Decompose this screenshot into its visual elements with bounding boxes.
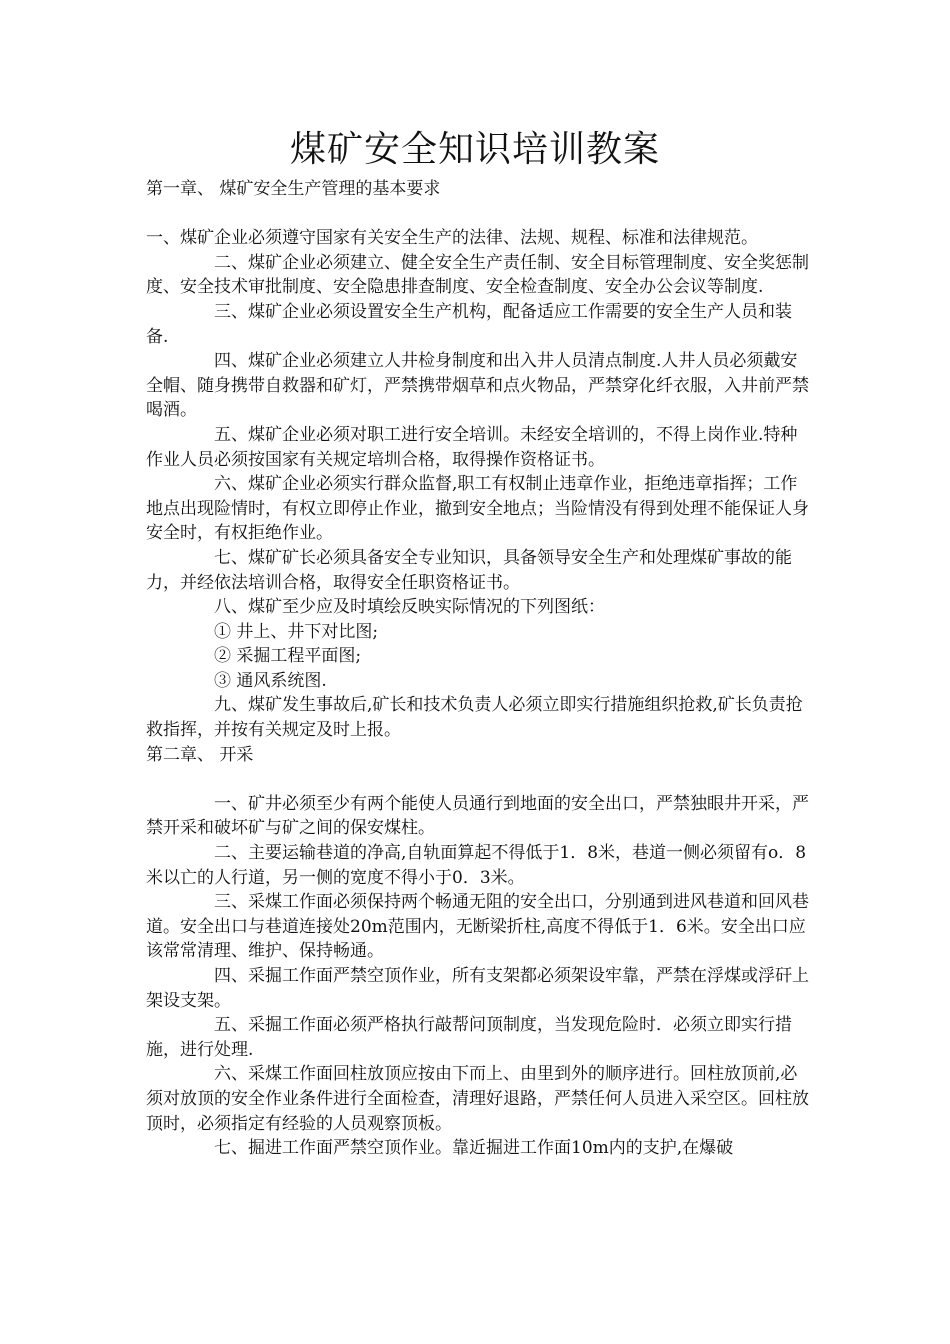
chapter-heading: 第一章、 煤矿安全生产管理的基本要求	[146, 179, 441, 199]
chapter1-item-2: 二、煤矿企业必须建立、健全安全生产责任制、安全目标管理制度、安全奖惩制度、安全技术审批制度、安全隐患排查制度、安全检查制度、安全办公会议等制度.	[146, 252, 809, 298]
chapter1-item-7: 七、煤矿矿长必须具备安全专业知识，具备领导安全生产和处理煤矿事故的能力，并经依法培训合格，取得安全任职资格证书。	[146, 547, 792, 593]
chapter1-item-8: 八、煤矿至少应及时填绘反映实际情况的下列图纸：	[214, 597, 605, 618]
chapter2-item-2: 二、主要运输巷道的净高,自轨面算起不得低于1．8米，巷道一侧必须留有o．8米以亡的人行道，另一侧的宽度不得小于0．3米。	[146, 843, 807, 888]
drawing-list-item-2: ② 采掘工程平面图;	[214, 646, 362, 667]
blank-line	[146, 202, 810, 227]
chapter1-item-5: 五、煤矿企业必须对职工进行安全培训。未经安全培训的，不得上岗作业.特种作业人员必须按国家有关规定培圳合格，取得操作资格证书。	[146, 424, 798, 470]
chapter-heading: 第二章、 开采	[146, 744, 254, 765]
chapter2-item-1: 一、矿井必须至少有两个能使人员通行到地面的安全出口，严禁独眼井开采，严禁开采和破坏矿与矿之间的保安煤柱。	[146, 793, 809, 839]
chapter1-item-4: 四、煤矿企业必须建立人井检身制度和出入井人员清点制度.人井人员必须戴安全帽、随身携带自救器和矿灯，严禁携带烟草和点火物品，严禁穿化纤衣服，入井前严禁喝酒。	[146, 351, 809, 421]
chapter1-item-1: 一、煤矿企业必须遵守国家有关安全生产的法律、法规、规程、标准和法律规范。	[146, 228, 758, 249]
document-title: 煤矿安全知识培训教案	[289, 129, 660, 170]
document-body	[146, 177, 810, 1161]
chapter2-item-3: 三、采煤工作面必须保持两个畅通无阻的安全出口，分别通到进风巷道和回风巷道。安全出口与巷道连接处20m范围内，无断梁折柱,高度不得低于1．6米。安全出口应该常常清理、维护、保持畅通。	[146, 892, 809, 962]
chapter2-item-7: 七、掘进工作面严禁空顶作业。靠近掘进工作面10m内的支护,在爆破	[214, 1138, 734, 1159]
chapter1-item-9: 九、煤矿发生事故后,矿长和技术负责人必须立即实行措施组织抢救,矿长负责抢救指挥，并按有关规定及时上报。	[146, 695, 803, 741]
blank-line	[146, 767, 810, 792]
chapter2-item-5: 五、采掘工作面必须严格执行敲帮问顶制度，当发现危险时．必须立即实行措施，进行处理.	[146, 1015, 792, 1060]
chapter1-item-6: 六、煤矿企业必须实行群众监督,职工有权制止违章作业，拒绝违章指挥；工作地点出现险情时，有权立即停止作业，撤到安全地点；当险情没有得到处理不能保证人身安全时，有权拒绝作业。	[146, 474, 809, 544]
chapter1-item-3: 三、煤矿企业必须设置安全生产机构，配备适应工作需要的安全生产人员和装备.	[146, 301, 792, 347]
drawing-list-item-3: ③ 通风系统图.	[214, 670, 327, 691]
drawing-list-item-1: ① 井上、井下对比图;	[214, 621, 379, 642]
chapter2-item-4: 四、采掘工作面严禁空顶作业，所有支架都必须架设牢靠，严禁在浮煤或浮矸上架设支架。	[146, 966, 809, 1011]
chapter2-item-6: 六、采煤工作面回柱放顶应按由下而上、由里到外的顺序进行。回柱放顶前,必须对放顶的安全作业条件进行全面检查，清理好退路，严禁任何人员进入采空区。回柱放顶时，必须指定有经验的人员观察顶板。	[146, 1064, 809, 1134]
